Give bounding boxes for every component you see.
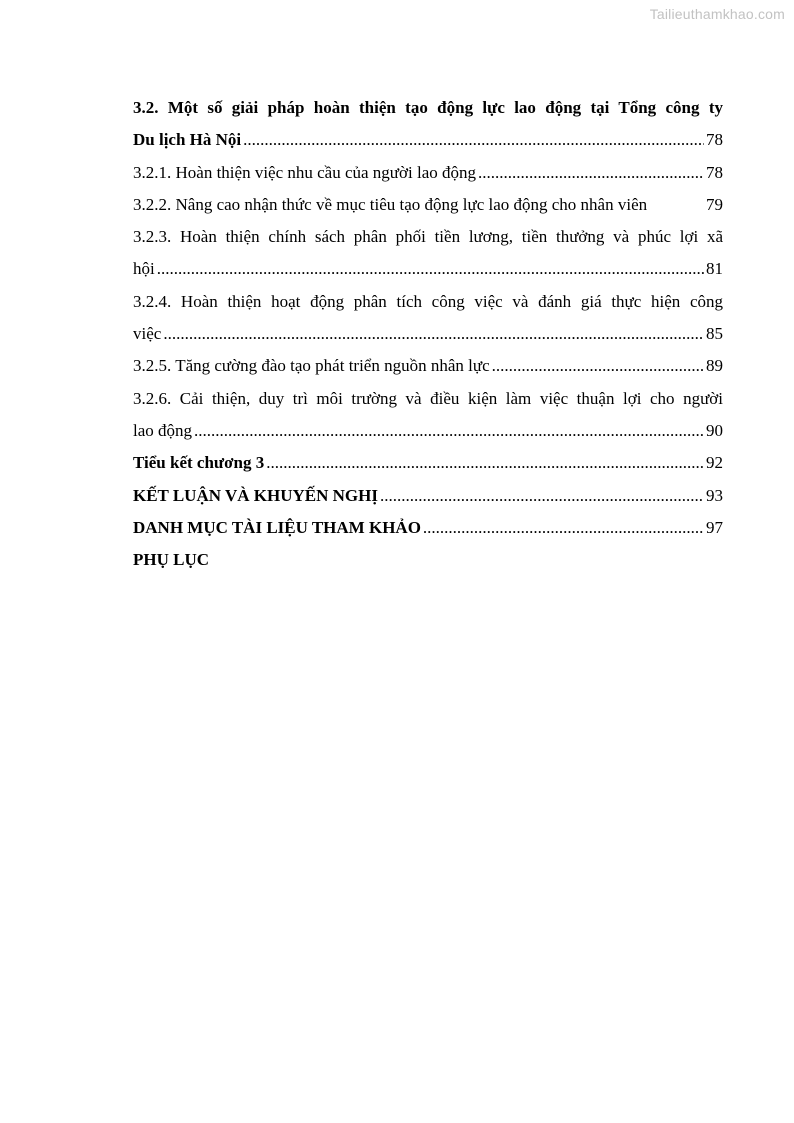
toc-entry-3-2-3-line1 bbox=[133, 221, 723, 253]
toc-entry-text: Du lịch Hà Nội bbox=[133, 130, 242, 150]
page-number: 93 bbox=[706, 485, 723, 505]
toc-entry-3-2-4-line2[interactable] bbox=[133, 318, 723, 350]
dot-leader bbox=[380, 480, 704, 512]
page-number: 97 bbox=[706, 517, 723, 537]
toc-entry-3-2-2[interactable] bbox=[133, 189, 723, 221]
toc-entry-text: 3.2. Một số giải pháp hoàn thiện tạo động lực lao động tại Tổng công ty bbox=[133, 98, 723, 117]
page-number: 89 bbox=[706, 356, 723, 376]
toc-entry-text: việc bbox=[133, 324, 162, 344]
toc-entry-ket-luan[interactable] bbox=[133, 480, 723, 512]
toc-entry-3-2-line1 bbox=[133, 92, 723, 124]
page-number: 79 bbox=[706, 194, 723, 214]
toc-entry-3-2-5[interactable] bbox=[133, 350, 723, 382]
dot-leader bbox=[163, 318, 704, 350]
dot-leader bbox=[266, 447, 704, 479]
dot-leader bbox=[478, 157, 704, 189]
toc-entry-text: Tiểu kết chương 3 bbox=[133, 453, 265, 473]
toc-entry-3-2-4-line1 bbox=[133, 286, 723, 318]
toc-entry-tieu-ket[interactable] bbox=[133, 447, 723, 479]
toc-entry-text: 3.2.4. Hoàn thiện hoạt động phân tích công việc và đánh giá thực hiện công bbox=[133, 291, 723, 311]
page-number: 78 bbox=[706, 130, 723, 150]
page-number: 78 bbox=[706, 162, 723, 182]
toc-entry-3-2-1[interactable] bbox=[133, 157, 723, 189]
dot-leader bbox=[423, 512, 704, 544]
toc-entry-tai-lieu[interactable] bbox=[133, 512, 723, 544]
dot-leader bbox=[243, 124, 704, 156]
toc-entry-text: 3.2.2. Nâng cao nhận thức về mục tiêu tạo động lực lao động cho nhân viên bbox=[133, 194, 648, 214]
dot-leader bbox=[157, 253, 704, 285]
page-number: 92 bbox=[706, 453, 723, 473]
table-of-contents bbox=[133, 92, 723, 576]
toc-entry-text: 3.2.3. Hoàn thiện chính sách phân phối tiền lương, tiền thưởng và phúc lợi xã bbox=[133, 227, 723, 247]
toc-entry-text: DANH MỤC TÀI LIỆU THAM KHẢO bbox=[133, 517, 421, 537]
dot-leader bbox=[194, 415, 704, 447]
dot-leader bbox=[492, 350, 704, 382]
toc-entry-text: lao động bbox=[133, 420, 193, 440]
toc-entry-3-2-6-line2[interactable] bbox=[133, 415, 723, 447]
page-number: 81 bbox=[706, 259, 723, 279]
toc-entry-3-2-3-line2[interactable] bbox=[133, 253, 723, 285]
toc-entry-3-2-6-line1 bbox=[133, 383, 723, 415]
toc-entry-3-2-line2[interactable] bbox=[133, 124, 723, 156]
toc-entry-phu-luc[interactable] bbox=[133, 544, 723, 576]
toc-entry-text: 3.2.5. Tăng cường đào tạo phát triển nguồn nhân lực bbox=[133, 356, 490, 376]
toc-entry-text: KẾT LUẬN VÀ KHUYẾN NGHỊ bbox=[133, 485, 378, 505]
toc-entry-text: PHỤ LỤC bbox=[133, 550, 210, 570]
watermark: Tailieuthamkhao.com bbox=[649, 6, 785, 22]
page-number: 85 bbox=[706, 324, 723, 344]
toc-entry-text: hội bbox=[133, 259, 155, 279]
toc-entry-text: 3.2.1. Hoàn thiện việc nhu cầu của người lao động bbox=[133, 162, 477, 182]
page-number: 90 bbox=[706, 420, 723, 440]
toc-entry-text: 3.2.6. Cải thiện, duy trì môi trường và điều kiện làm việc thuận lợi cho người bbox=[133, 388, 723, 408]
